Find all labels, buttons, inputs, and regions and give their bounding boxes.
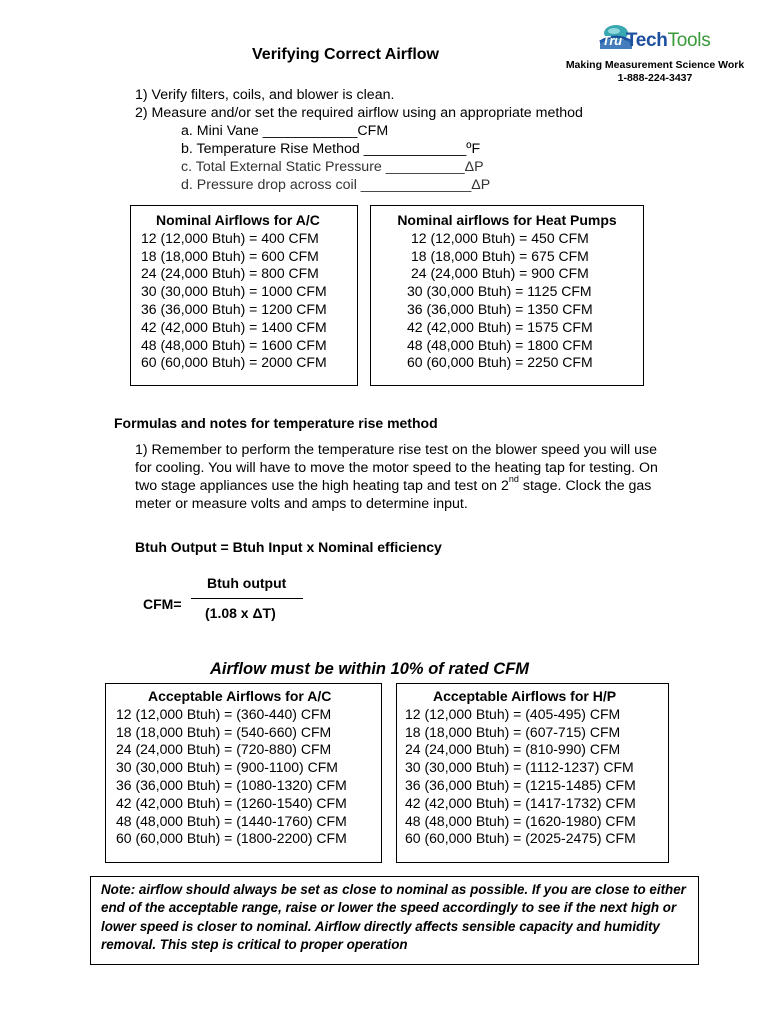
steps-list: [135, 86, 583, 194]
note-box: [90, 876, 699, 965]
nominal-ac-box: [130, 205, 358, 386]
formulas-paragraph: [135, 441, 675, 513]
ordinal-suffix: nd: [508, 474, 519, 485]
acceptable-hp-box: [396, 683, 669, 863]
list-item: 18 (18,000 Btuh) = 675 CFM: [411, 247, 589, 264]
list-item: 24 (24,000 Btuh) = 900 CFM: [411, 265, 589, 282]
logo-tech: Tech: [625, 30, 668, 51]
list-item: 36 (36,000 Btuh) = (1215-1485) CFM: [405, 776, 636, 793]
list-item: 42 (42,000 Btuh) = 1400 CFM: [141, 318, 327, 335]
logo-tools: Tools: [667, 30, 711, 51]
list-item: 36 (36,000 Btuh) = 1200 CFM: [141, 300, 327, 317]
list-item: 30 (30,000 Btuh) = (900-1100) CFM: [116, 759, 338, 776]
list-item: 48 (48,000 Btuh) = 1800 CFM: [407, 336, 593, 353]
logo-prefix: Tru: [602, 33, 622, 48]
step-2b: b. Temperature Rise Method _____________ºF: [181, 141, 481, 157]
list-item: 60 (60,000 Btuh) = 2250 CFM: [407, 354, 593, 371]
list-item: 42 (42,000 Btuh) = (1417-1732) CFM: [405, 794, 636, 811]
tagline: Making Measurement Science Work: [565, 59, 745, 71]
list-item: 48 (48,000 Btuh) = (1620-1980) CFM: [405, 812, 636, 829]
fraction-bar: [191, 598, 303, 599]
btuh-output-formula: Btuh Output = Btuh Input x Nominal efficiency: [135, 539, 442, 555]
acceptable-ac-box: [105, 683, 382, 863]
page-title: Verifying Correct Airflow: [252, 46, 439, 63]
note-text: Note: airflow should always be set as close to nominal as possible. If you are close to either end of the acceptable range, raise or lower the speed accordingly to see if the next high or lower speed is closer to nominal. Airflow directly affects sensible capacity and humidity removal. This step is critical to proper operation: [101, 882, 686, 953]
list-item: 60 (60,000 Btuh) = (1800-2200) CFM: [116, 830, 347, 847]
list-item: 42 (42,000 Btuh) = (1260-1540) CFM: [116, 794, 347, 811]
list-item: 42 (42,000 Btuh) = 1575 CFM: [407, 318, 593, 335]
list-item: 30 (30,000 Btuh) = 1125 CFM: [407, 283, 592, 300]
list-item: 18 (18,000 Btuh) = (540-660) CFM: [116, 723, 332, 740]
list-item: 30 (30,000 Btuh) = (1112-1237) CFM: [405, 759, 634, 776]
list-item: 18 (18,000 Btuh) = (607-715) CFM: [405, 723, 621, 740]
list-item: 24 (24,000 Btuh) = 800 CFM: [141, 265, 319, 282]
nominal-hp-heading: Nominal airflows for Heat Pumps: [397, 212, 617, 228]
list-item: 12 (12,000 Btuh) = (360-440) CFM: [116, 705, 332, 722]
list-item: 24 (24,000 Btuh) = (810-990) CFM: [405, 741, 621, 758]
cfm-label: CFM=: [143, 596, 182, 612]
acceptable-ac-heading: Acceptable Airflows for A/C: [148, 688, 332, 704]
paragraph-main: 1) Remember to perform the temperature rise test on the blower speed you will use for cooling. You will have to move the motor speed to the heating tap for testing. On two stage appliances use the high heating tap and test on 2: [135, 442, 658, 494]
step-1: 1) Verify filters, coils, and blower is clean.: [135, 87, 395, 103]
list-item: 36 (36,000 Btuh) = (1080-1320) CFM: [116, 776, 347, 793]
logo-wordmark: [602, 30, 736, 52]
step-2a: a. Mini Vane ____________CFM: [181, 123, 389, 139]
acceptable-hp-heading: Acceptable Airflows for H/P: [433, 688, 617, 704]
step-2c: c. Total External Static Pressure __________ΔP: [181, 159, 484, 175]
formulas-heading: Formulas and notes for temperature rise method: [114, 415, 438, 431]
list-item: 60 (60,000 Btuh) = (2025-2475) CFM: [405, 830, 636, 847]
tagline-block: [560, 59, 750, 85]
list-item: 24 (24,000 Btuh) = (720-880) CFM: [116, 741, 332, 758]
nominal-ac-heading: Nominal Airflows for A/C: [156, 212, 320, 228]
airflow-requirement: Airflow must be within 10% of rated CFM: [210, 660, 530, 678]
list-item: 36 (36,000 Btuh) = 1350 CFM: [407, 300, 593, 317]
fraction-numerator: Btuh output: [207, 575, 287, 591]
fraction-denominator: (1.08 x ΔT): [205, 605, 276, 621]
phone-number: 1-888-224-3437: [617, 72, 693, 84]
list-item: 48 (48,000 Btuh) = 1600 CFM: [141, 336, 327, 353]
paragraph-end: stage. Clock the gas meter or measure volts and amps to determine input.: [135, 478, 652, 512]
list-item: 60 (60,000 Btuh) = 2000 CFM: [141, 354, 327, 371]
list-item: 12 (12,000 Btuh) = 400 CFM: [141, 229, 319, 246]
list-item: 30 (30,000 Btuh) = 1000 CFM: [141, 283, 327, 300]
step-2d: d. Pressure drop across coil ______________ΔP: [181, 177, 491, 193]
trutech-logo: [596, 22, 746, 56]
list-item: 12 (12,000 Btuh) = (405-495) CFM: [405, 705, 621, 722]
list-item: 18 (18,000 Btuh) = 600 CFM: [141, 247, 319, 264]
list-item: 12 (12,000 Btuh) = 450 CFM: [411, 229, 589, 246]
list-item: 48 (48,000 Btuh) = (1440-1760) CFM: [116, 812, 347, 829]
step-2: 2) Measure and/or set the required airflow using an appropriate method: [135, 105, 583, 121]
nominal-hp-box: [370, 205, 644, 386]
